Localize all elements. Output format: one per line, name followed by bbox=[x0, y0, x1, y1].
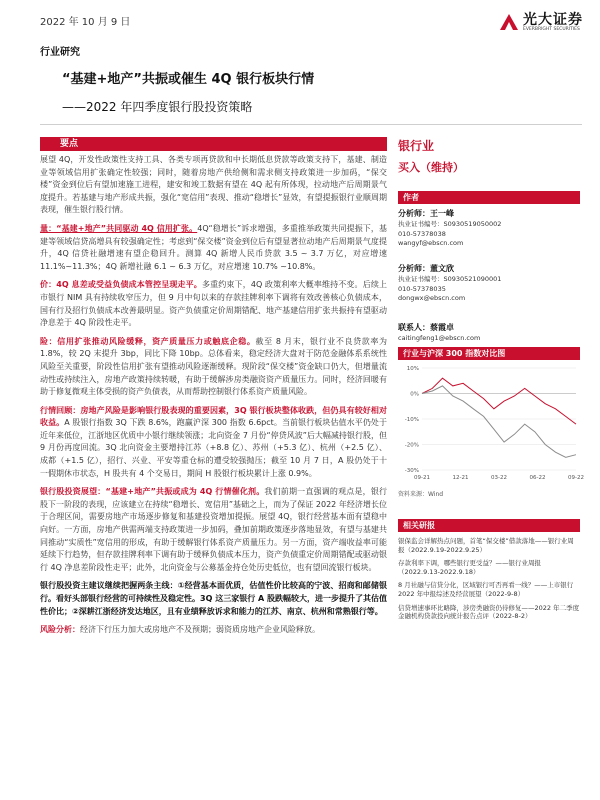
paragraph-body: 银行股投资主建议继续把握两条主线：①经营基本面优质，估值性价比较高的宁波、招商和邮储银行。看好头部银行经营的可持续性及稳定性。3Q 这三家银行 A 股跌幅较大，进一步提升了其估值性价比；②深耕江浙经济发达地区，且有业绩释放诉求和能力的江苏、南京、杭州和常熟银行等。 bbox=[40, 581, 387, 616]
header-divider bbox=[40, 124, 582, 125]
report-title: “基建+地产”共振或催生 4Q 银行板块行情 bbox=[62, 72, 315, 87]
x-tick-label: 09-22 bbox=[568, 475, 584, 481]
paragraph-review bbox=[40, 405, 387, 481]
paragraph-risk bbox=[40, 336, 387, 399]
analyst-email[interactable]: dongwx@ebscn.com bbox=[398, 294, 466, 302]
brand-logo bbox=[498, 8, 583, 38]
x-tick-label: 03-22 bbox=[491, 475, 507, 481]
chart-label: 行业与沪深 300 指数对比图 bbox=[403, 349, 506, 358]
authors-label: 作者 bbox=[403, 193, 419, 202]
index-comparison-chart bbox=[398, 362, 584, 487]
paragraph-lead: 价：4Q 息差或受益负债成本管控呈现走平。 bbox=[40, 280, 202, 290]
report-category: 行业研究 bbox=[40, 47, 80, 58]
analyst-name: 分析师：王一峰 bbox=[398, 209, 454, 218]
paragraph-price bbox=[40, 279, 387, 329]
analyst-card bbox=[398, 263, 580, 304]
logo-text: 光大证券 bbox=[523, 12, 583, 28]
contact-name: 联系人：蔡霞卓 bbox=[398, 323, 454, 332]
paragraph-lead: 险：信用扩张推动风险缓释，资产质量压力或触底企稳。 bbox=[40, 336, 256, 346]
key-points-label: 要点 bbox=[60, 139, 79, 149]
chart-header bbox=[398, 347, 580, 360]
logo-subtext: EVERBRIGHT SECURITIES bbox=[523, 27, 580, 32]
related-label: 相关研报 bbox=[403, 521, 435, 530]
related-report-item[interactable]: 8 月社融与信贷分化，区域银行可否再看一线？——上市银行 2022 年中报综述及经营展望（2022-9-8） bbox=[398, 581, 574, 598]
series-line-csi300 bbox=[422, 386, 576, 457]
paragraph-body: 我们前期一直强调的观点是，银行股下一阶段的表现，应该建立在持续“稳增长、宽信用”基础之上，而为了保证 2022 年经济增长位于合理区间，需要房地产市场逐步修复和基建投资增加提振。展望 4Q，银行经营基本面有望稳中向好。一方面，房地产供需两端支持政策进一步加码，叠加前期政策逐步落地显效，有望与基建共同推动“实质性”宽信用的形成，有助于缓解银行体系资产质量压力。另一方面，资产端收益率可能延续下行趋势，但存款挂牌利率下调有助于缓释负债成本压力，资产负债重定价周期错配或驱动银行 4Q 净息差阶段性走平；此外，北向资金与公募基金持仓处历史低位，也有望回流银行板块。 bbox=[40, 487, 388, 572]
related-report-item[interactable]: 存款利率下调，哪些银行更受益？——银行业周报（2022.9.13-2022.9.18） bbox=[398, 559, 541, 576]
x-tick-label: 12-21 bbox=[452, 475, 469, 481]
report-subtitle: ——2022 年四季度银行股投资策略 bbox=[62, 100, 253, 114]
y-tick-label: -30% bbox=[404, 468, 419, 474]
y-tick-label: 10% bbox=[406, 366, 419, 372]
paragraph-lead: 风险分析： bbox=[40, 625, 80, 635]
paragraph-recommendation bbox=[40, 580, 387, 618]
paragraph-lead: 量：“基建+地产”共同驱动 4Q 信用扩张。 bbox=[40, 223, 198, 233]
report-date: 2022 年 10 月 9 日 bbox=[40, 17, 131, 28]
paragraph-body: A 股银行指数 3Q 下跌 8.6%，跑赢沪深 300 指数 6.6pct。当前银行板块估值水平仍处于近年来低位，江浙地区优质中小银行继续领涨；北向资金 7 月份“停贷风波”后大幅减持银行股，但 9 月份再度回流。3Q 北向资金主要增持江苏（+8.8 亿）、苏州（+5.3 亿）、杭州（+2.5 亿）、成都（+1.5 亿），招行、兴业、平安等重仓标的遭受较强抛压；截至 10 月 7 日，A 股仍处于十一假期休市状态，H 股共有 4 个交易日，期间 H 股银行板块累计上涨 0.9%。 bbox=[40, 418, 387, 478]
main-content bbox=[40, 154, 387, 643]
paragraph-lead: 银行股投资展望：“基建+地产”共振或成为 4Q 行情催化剂。 bbox=[40, 487, 265, 497]
related-header bbox=[398, 519, 580, 532]
authors-header bbox=[398, 191, 580, 204]
contact-card bbox=[398, 322, 580, 344]
related-reports-list bbox=[398, 537, 580, 626]
analyst-card bbox=[398, 208, 580, 249]
x-tick-label: 06-22 bbox=[529, 475, 546, 481]
paragraph-body: 多重约束下，4Q 政策利率大概率维持不变。后续上市银行 NIM 具有持续收窄压力，但 9 月中旬以来的存款挂牌利率下调将有效改善核心负债成本，国有行及招行负债成本改善最明显。资产负债重定价周期错配、地产基建信用扩张共振持有望驱动净息差于 4Q 阶段性走平。 bbox=[40, 280, 387, 328]
paragraph-body: 展望 4Q，开发性政策性支持工具、各类专项再贷款和中长期低息贷款等政策支持下，基建、制造业等领域信用扩张确定性较强；同时，随着房地产供给侧和需求侧支持政策进一步加码，“保交楼”资金到位后有望加速施工进程，建安和竣工数据有望在 4Q 起有所体现，拉动地产后周期景气度提升。若基建与地产形成共振，强化“宽信用”表现、推动“稳增长”显效，有望提振银行业顺周期表现，催生银行股行情。 bbox=[40, 155, 387, 215]
key-points-header bbox=[40, 137, 387, 151]
related-report-item[interactable]: 信贷增速事环比略降，涉房类融资仍待修复——2022 年二季度金融机构贷款投向统计报告点评（2022-8-2） bbox=[398, 603, 580, 621]
paragraph-volume bbox=[40, 223, 387, 273]
industry-label: 银行业 bbox=[398, 139, 435, 153]
y-tick-label: 0% bbox=[410, 391, 419, 398]
paragraph-risk-analysis bbox=[40, 624, 387, 637]
series-line-bank bbox=[422, 378, 576, 424]
everbright-logo-icon bbox=[498, 10, 520, 32]
analyst-name: 分析师：董文欣 bbox=[398, 264, 454, 273]
paragraph-outlook-stocks bbox=[40, 486, 387, 574]
rating-label: 买入（维持） bbox=[398, 161, 464, 174]
contact-email[interactable]: caitingfeng1@ebscn.com bbox=[398, 334, 481, 342]
related-report-item[interactable]: 银保监会详解热点问题，首笔“保交楼”借款落地——银行业周报（2022.9.19-2022.9.25） bbox=[398, 537, 574, 554]
paragraph-body: 截至 8 月末，银行业不良贷款率为 1.8%，较 2Q 末提升 3bp，同比下降 10bp。总体看来，稳定经济大盘对于防范金融体系系统性风险至关重要，阶段性信用扩张有望推动风险逐渐缓释。现阶段“保交楼”资金缺口仍大，但增量流动性或持续注入，房地产政策持续转暖，有助于缓解涉房类融资资产质量压力。同时，经济回暖有助于修复微观主体受损的资产负债表，从而帮助控制银行体系资产质量风险。 bbox=[40, 336, 387, 397]
analyst-phone: 010-57378038 bbox=[398, 229, 446, 238]
analyst-email[interactable]: wangyf@ebscn.com bbox=[398, 239, 464, 247]
y-tick-label: -10% bbox=[404, 417, 419, 423]
analyst-cert: 执业证书编号：S0930521090001 bbox=[398, 275, 502, 283]
paragraph-lead: 行情回顾：房地产风险是影响银行股表现的重要因素，3Q 银行板块整体收跌，但仍具有较好相对收益。 bbox=[40, 405, 387, 428]
paragraph-body: 4Q“稳增长”诉求增强，多重推举政策共同提振下，基建等领域信贷高增具有较强确定性；考虑到“保交楼”资金到位后有望显著拉动地产后周期景气度提升，4Q 信贷社融增速有望企稳回升。测算 4Q 新增人民币贷款 3.5 ~ 3.7 万亿，对应增速 11.1%~11.3%；4Q 新增社融 6.1 ~ 6.3 万亿，对应增速 10.7% ~10.8%。 bbox=[40, 223, 388, 271]
analyst-cert: 执业证书编号：S0930519050002 bbox=[398, 220, 502, 228]
x-tick-label: 09-21 bbox=[414, 475, 430, 481]
chart-source: 资料来源：Wind bbox=[398, 491, 444, 498]
paragraph-body: 经济下行压力加大或房地产不及预期；弱资质房地产企业风险释放。 bbox=[80, 625, 320, 635]
y-tick-label: -20% bbox=[404, 442, 419, 449]
analyst-phone: 010-57378035 bbox=[398, 284, 446, 293]
paragraph-outlook bbox=[40, 154, 387, 217]
